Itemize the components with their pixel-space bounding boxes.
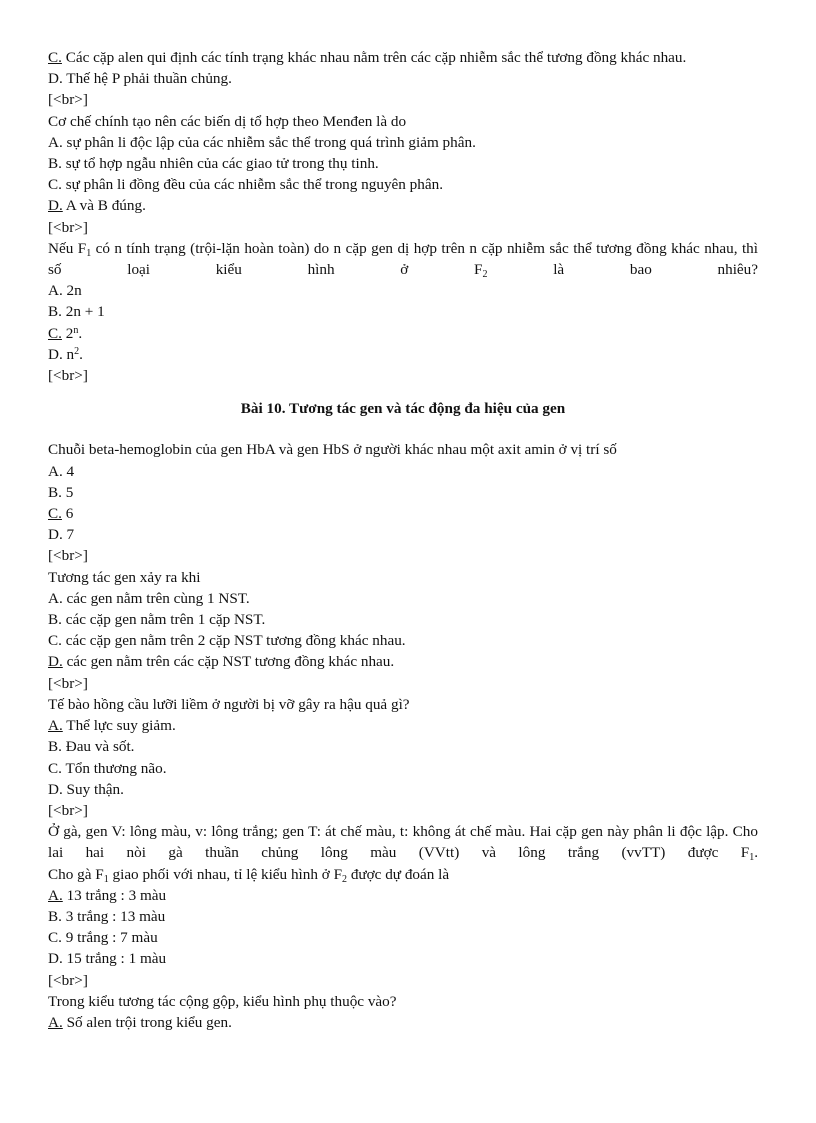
subscript: 1 bbox=[103, 873, 109, 885]
question-part: . bbox=[754, 844, 758, 862]
question-text bbox=[48, 238, 758, 280]
answer-d-block1: D. Thế hệ P phải thuần chủng. bbox=[48, 70, 232, 88]
answer-text: 2 bbox=[61, 324, 74, 342]
answer-a bbox=[48, 715, 758, 736]
question-part: giao phối với nhau, tỉ lệ kiểu hình ở F bbox=[108, 865, 343, 883]
answer-text: D. n bbox=[48, 345, 75, 363]
answer-c bbox=[48, 323, 758, 344]
section-heading: Bài 10. Tương tác gen và tác động đa hiệu của gen bbox=[240, 400, 566, 418]
break-marker: [<br>] bbox=[48, 674, 88, 692]
break-marker: [<br>] bbox=[48, 547, 88, 565]
question-part: được dự đoán là bbox=[347, 865, 450, 883]
break-marker: [<br>] bbox=[48, 91, 88, 109]
answer-b: B. sự tổ hợp ngẫu nhiên của các giao tử trong thụ tinh. bbox=[48, 155, 379, 173]
answer-a: A. 4 bbox=[48, 462, 75, 480]
answer-b: B. 5 bbox=[48, 483, 74, 501]
question-text: Cơ chế chính tạo nên các biến dị tổ hợp theo Menđen là do bbox=[48, 112, 407, 130]
break-marker: [<br>] bbox=[48, 367, 88, 385]
answer-text: Số alen trội trong kiểu gen. bbox=[62, 1013, 232, 1031]
answer-c: C. 9 trắng : 7 màu bbox=[48, 929, 158, 947]
correct-answer-letter: C. bbox=[48, 49, 62, 66]
answer-text: 6 bbox=[61, 505, 74, 523]
answer-a: A. sự phân li độc lập của các nhiễm sắc thể trong quá trình giảm phân. bbox=[48, 133, 476, 151]
answer-text: các gen nằm trên các cặp NST tương đồng khác nhau. bbox=[62, 653, 395, 671]
subscript: 1 bbox=[749, 852, 755, 864]
answer-d: D. 7 bbox=[48, 526, 75, 544]
answer-b: B. 3 trắng : 13 màu bbox=[48, 907, 166, 925]
question-text: Tương tác gen xảy ra khi bbox=[48, 568, 201, 586]
answer-d: D. Suy thận. bbox=[48, 780, 124, 798]
answer-c: C. Tổn thương não. bbox=[48, 759, 167, 777]
answer-text: A và B đúng. bbox=[62, 197, 146, 215]
answer-d bbox=[48, 651, 758, 672]
question-text bbox=[48, 821, 758, 863]
answer-c bbox=[48, 503, 758, 524]
break-marker: [<br>] bbox=[48, 218, 88, 236]
answer-a bbox=[48, 1012, 758, 1033]
question-part: Cho gà F bbox=[48, 865, 104, 883]
answer-d bbox=[48, 195, 758, 216]
correct-answer-letter: C. bbox=[48, 505, 62, 523]
subscript: 2 bbox=[342, 873, 348, 885]
answer-d: D. 15 trắng : 1 màu bbox=[48, 950, 167, 968]
answer-a: A. 2n bbox=[48, 282, 82, 300]
superscript: 2 bbox=[74, 345, 80, 357]
question-part: Ở gà, gen V: lông màu, v: lông trắng; gen T: át chế màu, t: không át chế màu. Hai cặp gen này phân li độc lập. Cho lai hai nòi gà thuần chủng lông màu (VVtt) và lông trắng (vvTT) được F bbox=[48, 823, 758, 862]
answer-b: B. 2n + 1 bbox=[48, 303, 105, 321]
question-part: có n tính trạng (trội-lặn hoàn toàn) do n cặp gen dị hợp trên n cặp nhiễm sắc thể tương đồng khác nhau, thì số loại kiểu hình ở F bbox=[48, 239, 758, 279]
correct-answer-letter: C. bbox=[48, 324, 62, 342]
answer-a: A. các gen nằm trên cùng 1 NST. bbox=[48, 589, 250, 607]
answer-b: B. Đau và sốt. bbox=[48, 738, 135, 756]
answer-c: C. sự phân li đồng đều của các nhiễm sắc thể trong nguyên phân. bbox=[48, 176, 443, 194]
correct-answer-letter: A. bbox=[48, 886, 63, 904]
answer-text: Thể lực suy giảm. bbox=[62, 717, 176, 735]
answer-d bbox=[48, 344, 758, 365]
answer-c: C. các cặp gen nằm trên 2 cặp NST tương đồng khác nhau. bbox=[48, 632, 406, 650]
answer-c-block1 bbox=[48, 47, 758, 68]
answer-text: 13 trắng : 3 màu bbox=[62, 886, 167, 904]
question-text: Tế bào hồng cầu lưỡi liềm ở người bị vỡ gây ra hậu quả gì? bbox=[48, 695, 410, 713]
break-marker: [<br>] bbox=[48, 801, 88, 819]
subscript: 2 bbox=[482, 269, 488, 281]
correct-answer-letter: D. bbox=[48, 653, 63, 671]
break-marker: [<br>] bbox=[48, 971, 88, 989]
question-text: Trong kiểu tương tác cộng gộp, kiểu hình phụ thuộc vào? bbox=[48, 992, 397, 1010]
answer-text: . bbox=[79, 345, 83, 363]
answer-text: . bbox=[78, 324, 83, 342]
question-part: Nếu F bbox=[48, 239, 87, 257]
correct-answer-letter: A. bbox=[48, 1013, 63, 1031]
question-part: là bao nhiêu? bbox=[487, 261, 759, 279]
question-text-continued bbox=[48, 864, 758, 885]
answer-b: B. các cặp gen nằm trên 1 cặp NST. bbox=[48, 611, 266, 629]
answer-a bbox=[48, 885, 758, 906]
correct-answer-letter: A. bbox=[48, 717, 63, 735]
correct-answer-letter: D. bbox=[48, 197, 63, 215]
document-page bbox=[48, 47, 758, 1033]
superscript: n bbox=[73, 324, 79, 336]
subscript: 1 bbox=[86, 247, 92, 259]
question-text: Chuỗi beta-hemoglobin của gen HbA và gen HbS ở người khác nhau một axit amin ở vị trí số bbox=[48, 441, 617, 459]
answer-text: Các cặp alen qui định các tính trạng khác nhau nằm trên các cặp nhiễm sắc thể tương đồng khác nhau. bbox=[61, 49, 687, 66]
